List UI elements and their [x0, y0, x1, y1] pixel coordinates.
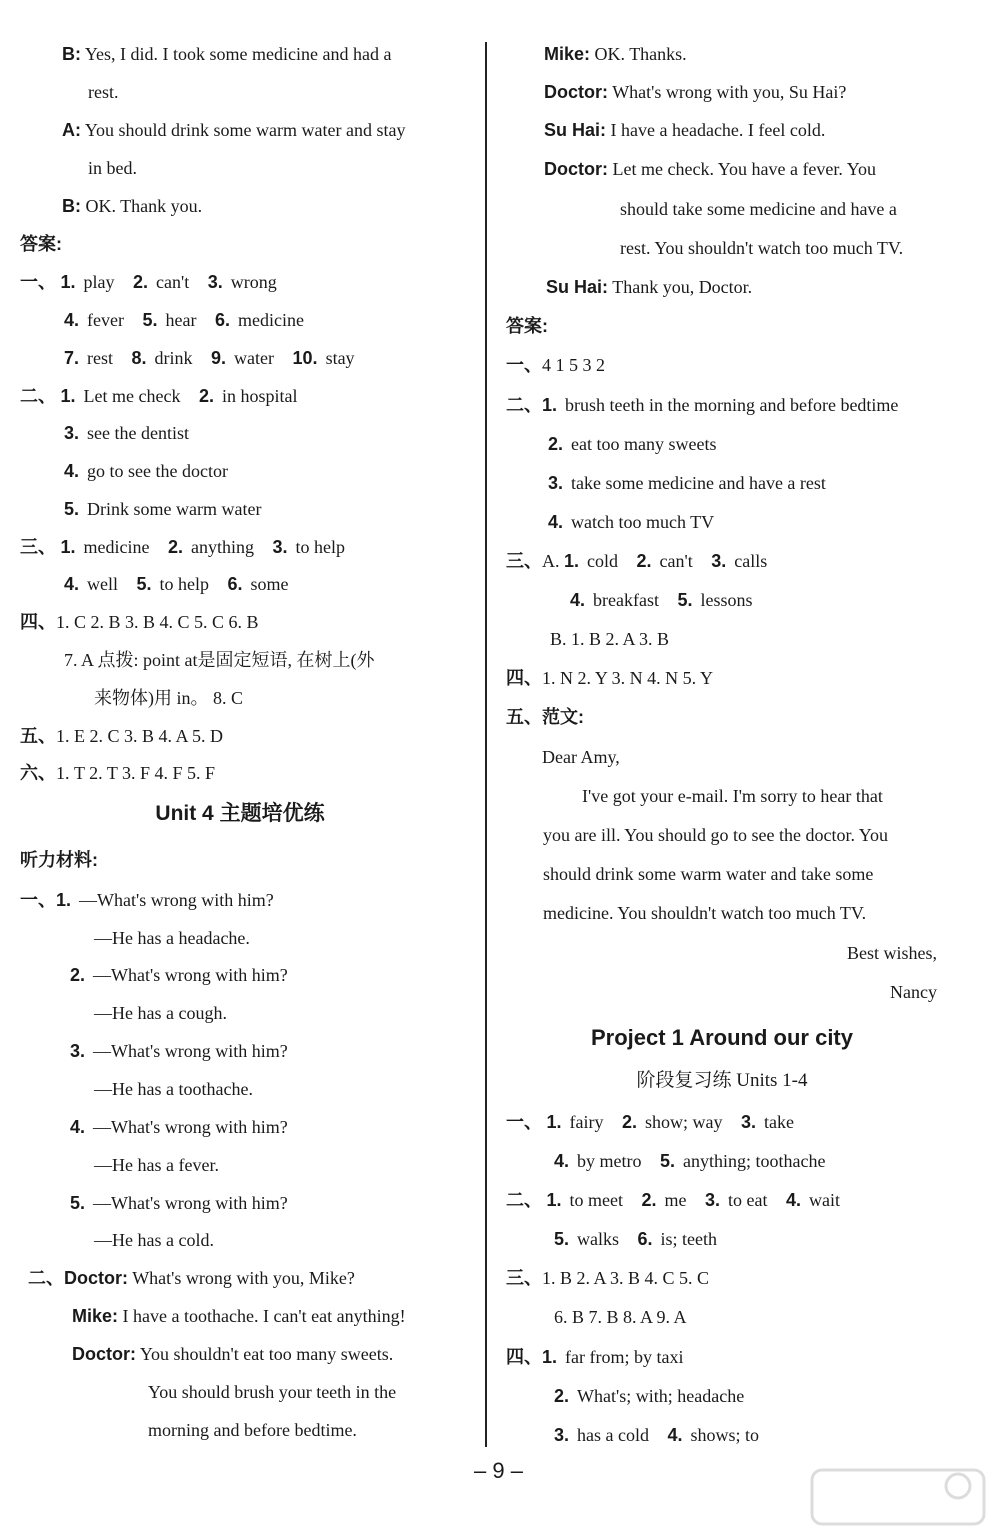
dialogue-line: —He has a cough.	[94, 1003, 227, 1023]
answer-row: 4. by metro 5. anything; toothache	[554, 1151, 826, 1171]
answer-row: 四、1. far from; by taxi	[506, 1347, 684, 1367]
answer-row: 六、1. T 2. T 3. F 4. F 5. F	[20, 763, 216, 783]
dialogue-line: should take some medicine and have a	[620, 199, 897, 219]
answer-row: 五、1. E 2. C 3. B 4. A 5. D	[20, 726, 224, 746]
answer-row: B. 1. B 2. A 3. B	[550, 629, 670, 649]
letter-line: I've got your e-mail. I'm sorry to hear that	[582, 786, 883, 806]
dialogue-line: morning and before bedtime.	[148, 1420, 357, 1440]
answer-row: 5. Drink some warm water	[64, 499, 262, 519]
dialogue-line: Su Hai: I have a headache. I feel cold.	[544, 120, 826, 140]
answer-row: 一、 1. play 2. can't 3. wrong	[20, 272, 277, 292]
answer-row: 一、4 1 5 3 2	[506, 355, 605, 375]
dialogue-line: B: Yes, I did. I took some medicine and had a	[62, 44, 392, 64]
dialogue-line: You should brush your teeth in the	[148, 1382, 397, 1402]
answer-row: 三、A. 1. cold 2. can't 3. calls	[506, 551, 768, 571]
dialogue-line: 4. —What's wrong with him?	[70, 1117, 288, 1137]
dialogue-line: B: OK. Thank you.	[62, 196, 203, 216]
dialogue-line: 二、Doctor: What's wrong with you, Mike?	[28, 1268, 355, 1288]
dialogue-line: 2. —What's wrong with him?	[70, 965, 288, 985]
answer-row: 3. see the dentist	[64, 423, 189, 443]
answers-label: 答案:	[506, 316, 548, 336]
dialogue-line: Mike: I have a toothache. I can't eat anything!	[72, 1306, 406, 1326]
letter-signature: Nancy	[890, 982, 937, 1002]
answer-row: 4. breakfast 5. lessons	[570, 590, 753, 610]
answer-row: 5. walks 6. is; teeth	[554, 1229, 718, 1249]
letter-line: medicine. You shouldn't watch too much TV.	[543, 903, 867, 923]
dialogue-line: rest.	[88, 82, 119, 102]
answer-row: 二、1. brush teeth in the morning and before bedtime	[506, 395, 899, 415]
project-title: Project 1 Around our city	[590, 1025, 853, 1050]
letter-line: you are ill. You should go to see the doctor. You	[543, 825, 889, 845]
answer-row: 6. B 7. B 8. A 9. A	[554, 1307, 687, 1327]
answer-row: 一、 1. fairy 2. show; way 3. take	[506, 1112, 795, 1132]
dialogue-line: 5. —What's wrong with him?	[70, 1193, 288, 1213]
answer-row: 4. go to see the doctor	[64, 461, 228, 481]
listening-label: 听力材料:	[20, 850, 98, 870]
answer-row: 7. rest 8. drink 9. water 10. stay	[64, 348, 355, 368]
answer-row: 来物体)用 in。 8. C	[94, 688, 244, 708]
letter-closing: Best wishes,	[847, 943, 937, 963]
dialogue-line: —He has a headache.	[94, 928, 250, 948]
letter-line: should drink some warm water and take some	[543, 864, 874, 884]
dialogue-line: —He has a cold.	[94, 1230, 214, 1250]
dialogue-line: Doctor: Let me check. You have a fever. You	[544, 159, 876, 179]
answer-row: 二、 1. to meet 2. me 3. to eat 4. wait	[506, 1190, 841, 1210]
dialogue-line: in bed.	[88, 158, 137, 178]
review-title: 阶段复习练 Units 1-4	[636, 1070, 808, 1091]
dialogue-line: Doctor: What's wrong with you, Su Hai?	[544, 82, 847, 102]
dialogue-line: A: You should drink some warm water and stay	[62, 120, 406, 140]
answer-row: 7. A 点拨: point at是固定短语, 在树上(外	[64, 650, 375, 670]
answer-row: 三、1. B 2. A 3. B 4. C 5. C	[506, 1268, 710, 1288]
dialogue-line: Doctor: You shouldn't eat too many sweets.	[72, 1344, 394, 1364]
answer-row: 二、 1. Let me check 2. in hospital	[20, 386, 298, 406]
dialogue-line: 一、1. —What's wrong with him?	[20, 890, 274, 910]
answer-row: 4. well 5. to help 6. some	[64, 574, 289, 594]
page-number: – 9 –	[474, 1458, 523, 1483]
dialogue-line: —He has a fever.	[94, 1155, 219, 1175]
answers-label: 答案:	[20, 234, 62, 254]
answer-row: 四、1. N 2. Y 3. N 4. N 5. Y	[506, 668, 713, 688]
answer-row: 四、1. C 2. B 3. B 4. C 5. C 6. B	[20, 612, 259, 632]
answer-row: 2. What's; with; headache	[554, 1386, 745, 1406]
dialogue-line: 3. —What's wrong with him?	[70, 1041, 288, 1061]
dialogue-line: Su Hai: Thank you, Doctor.	[546, 277, 753, 297]
answer-row: 2. eat too many sweets	[548, 434, 717, 454]
watermark-logo	[808, 1466, 988, 1528]
answer-row: 4. watch too much TV	[548, 512, 715, 532]
answer-row: 4. fever 5. hear 6. medicine	[64, 310, 304, 330]
answer-row: 三、 1. medicine 2. anything 3. to help	[20, 537, 346, 557]
answer-row: 3. has a cold 4. shows; to	[554, 1425, 760, 1445]
dialogue-line: —He has a toothache.	[94, 1079, 253, 1099]
dialogue-line: Mike: OK. Thanks.	[544, 44, 687, 64]
dialogue-line: rest. You shouldn't watch too much TV.	[620, 238, 904, 258]
unit-title: Unit 4 主题培优练	[155, 802, 325, 825]
answer-row: 五、范文:	[506, 707, 584, 727]
letter-greeting: Dear Amy,	[542, 747, 620, 767]
answer-row: 3. take some medicine and have a rest	[548, 473, 826, 493]
column-divider	[485, 42, 487, 1447]
